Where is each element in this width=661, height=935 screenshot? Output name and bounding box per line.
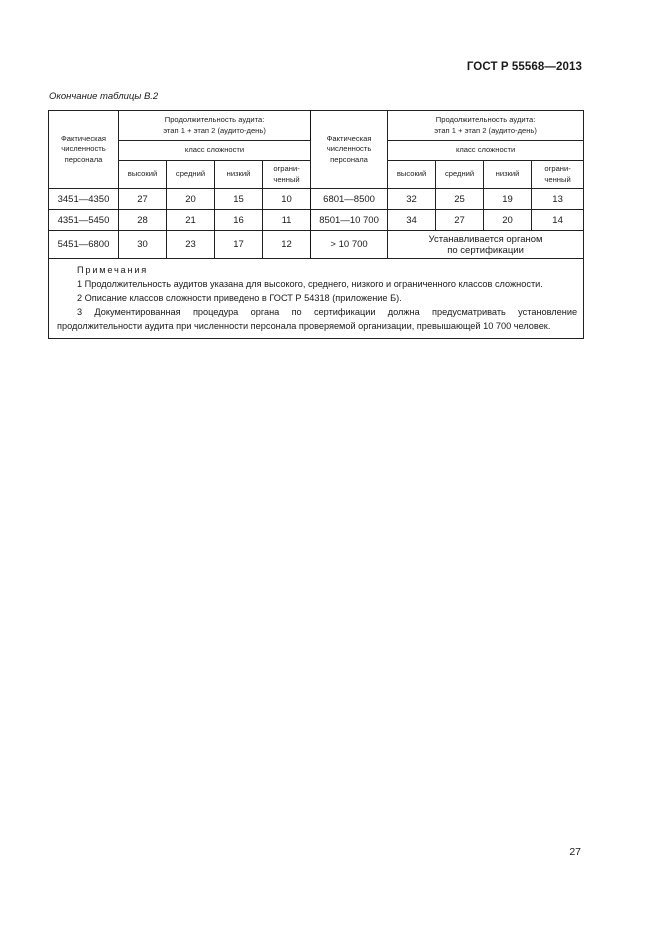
table-caption: Окончание таблицы В.2: [49, 91, 159, 102]
value-cell: 27: [119, 189, 167, 210]
header-duration-right: Продолжительность аудита: этап 1 + этап 2 (аудито-день): [388, 111, 584, 141]
left-range-cell: 5451—6800: [49, 231, 119, 259]
header-staff-count-right: Фактическая численность персонала: [311, 111, 388, 189]
notes-title: Примечания: [77, 265, 149, 275]
value-cell: 28: [119, 210, 167, 231]
header-duration-left: Продолжительность аудита: этап 1 + этап 2 (аудито-день): [119, 111, 311, 141]
page-number: 27: [569, 846, 581, 858]
header-class-medium: средний: [167, 161, 215, 189]
value-cell: 25: [436, 189, 484, 210]
header-class-high: высокий: [388, 161, 436, 189]
note-item: 1 Продолжительность аудитов указана для высокого, среднего, низкого и ограниченного классов сложности.: [77, 279, 543, 289]
value-cell: 30: [119, 231, 167, 259]
value-cell: 20: [484, 210, 532, 231]
audit-duration-table: [48, 110, 584, 339]
value-cell: 23: [167, 231, 215, 259]
note-item: 2 Описание классов сложности приведено в ГОСТ Р 54318 (приложение Б).: [77, 293, 402, 303]
value-cell: 32: [388, 189, 436, 210]
notes-block: [49, 259, 583, 338]
value-cell: 34: [388, 210, 436, 231]
note-item: 3 Документированная процедура органа по сертификации должна предусматривать установление продолжительности аудита при численности персонала проверяемой организации, превышающей 10 700 человек.: [57, 307, 578, 331]
header-class-low: низкий: [484, 161, 532, 189]
value-cell: 16: [215, 210, 263, 231]
table-row: [49, 210, 584, 231]
right-range-cell: > 10 700: [311, 231, 388, 259]
header-class-medium: средний: [436, 161, 484, 189]
header-complexity-left: класс сложности: [119, 141, 311, 161]
value-cell: 15: [215, 189, 263, 210]
value-cell: 19: [484, 189, 532, 210]
value-cell: 11: [263, 210, 311, 231]
header-class-limited: ограни- ченный: [263, 161, 311, 189]
header-staff-count-left: Фактическая численность персонала: [49, 111, 119, 189]
value-cell: 12: [263, 231, 311, 259]
notes-row: [49, 259, 584, 339]
value-cell: 21: [167, 210, 215, 231]
header-class-high: высокий: [119, 161, 167, 189]
value-cell: 14: [532, 210, 584, 231]
right-range-cell: 8501—10 700: [311, 210, 388, 231]
value-cell: 17: [215, 231, 263, 259]
notes-cell: [49, 259, 584, 339]
header-class-low: низкий: [215, 161, 263, 189]
right-range-cell: 6801—8500: [311, 189, 388, 210]
value-cell: 10: [263, 189, 311, 210]
header-complexity-right: класс сложности: [388, 141, 584, 161]
merged-certification-cell: Устанавливается органом по сертификации: [388, 231, 584, 259]
table-row: [49, 231, 584, 259]
left-range-cell: 3451—4350: [49, 189, 119, 210]
table-row: [49, 189, 584, 210]
header-class-limited: ограни- ченный: [532, 161, 584, 189]
value-cell: 13: [532, 189, 584, 210]
left-range-cell: 4351—5450: [49, 210, 119, 231]
value-cell: 20: [167, 189, 215, 210]
document-code: ГОСТ Р 55568—2013: [466, 61, 582, 73]
value-cell: 27: [436, 210, 484, 231]
